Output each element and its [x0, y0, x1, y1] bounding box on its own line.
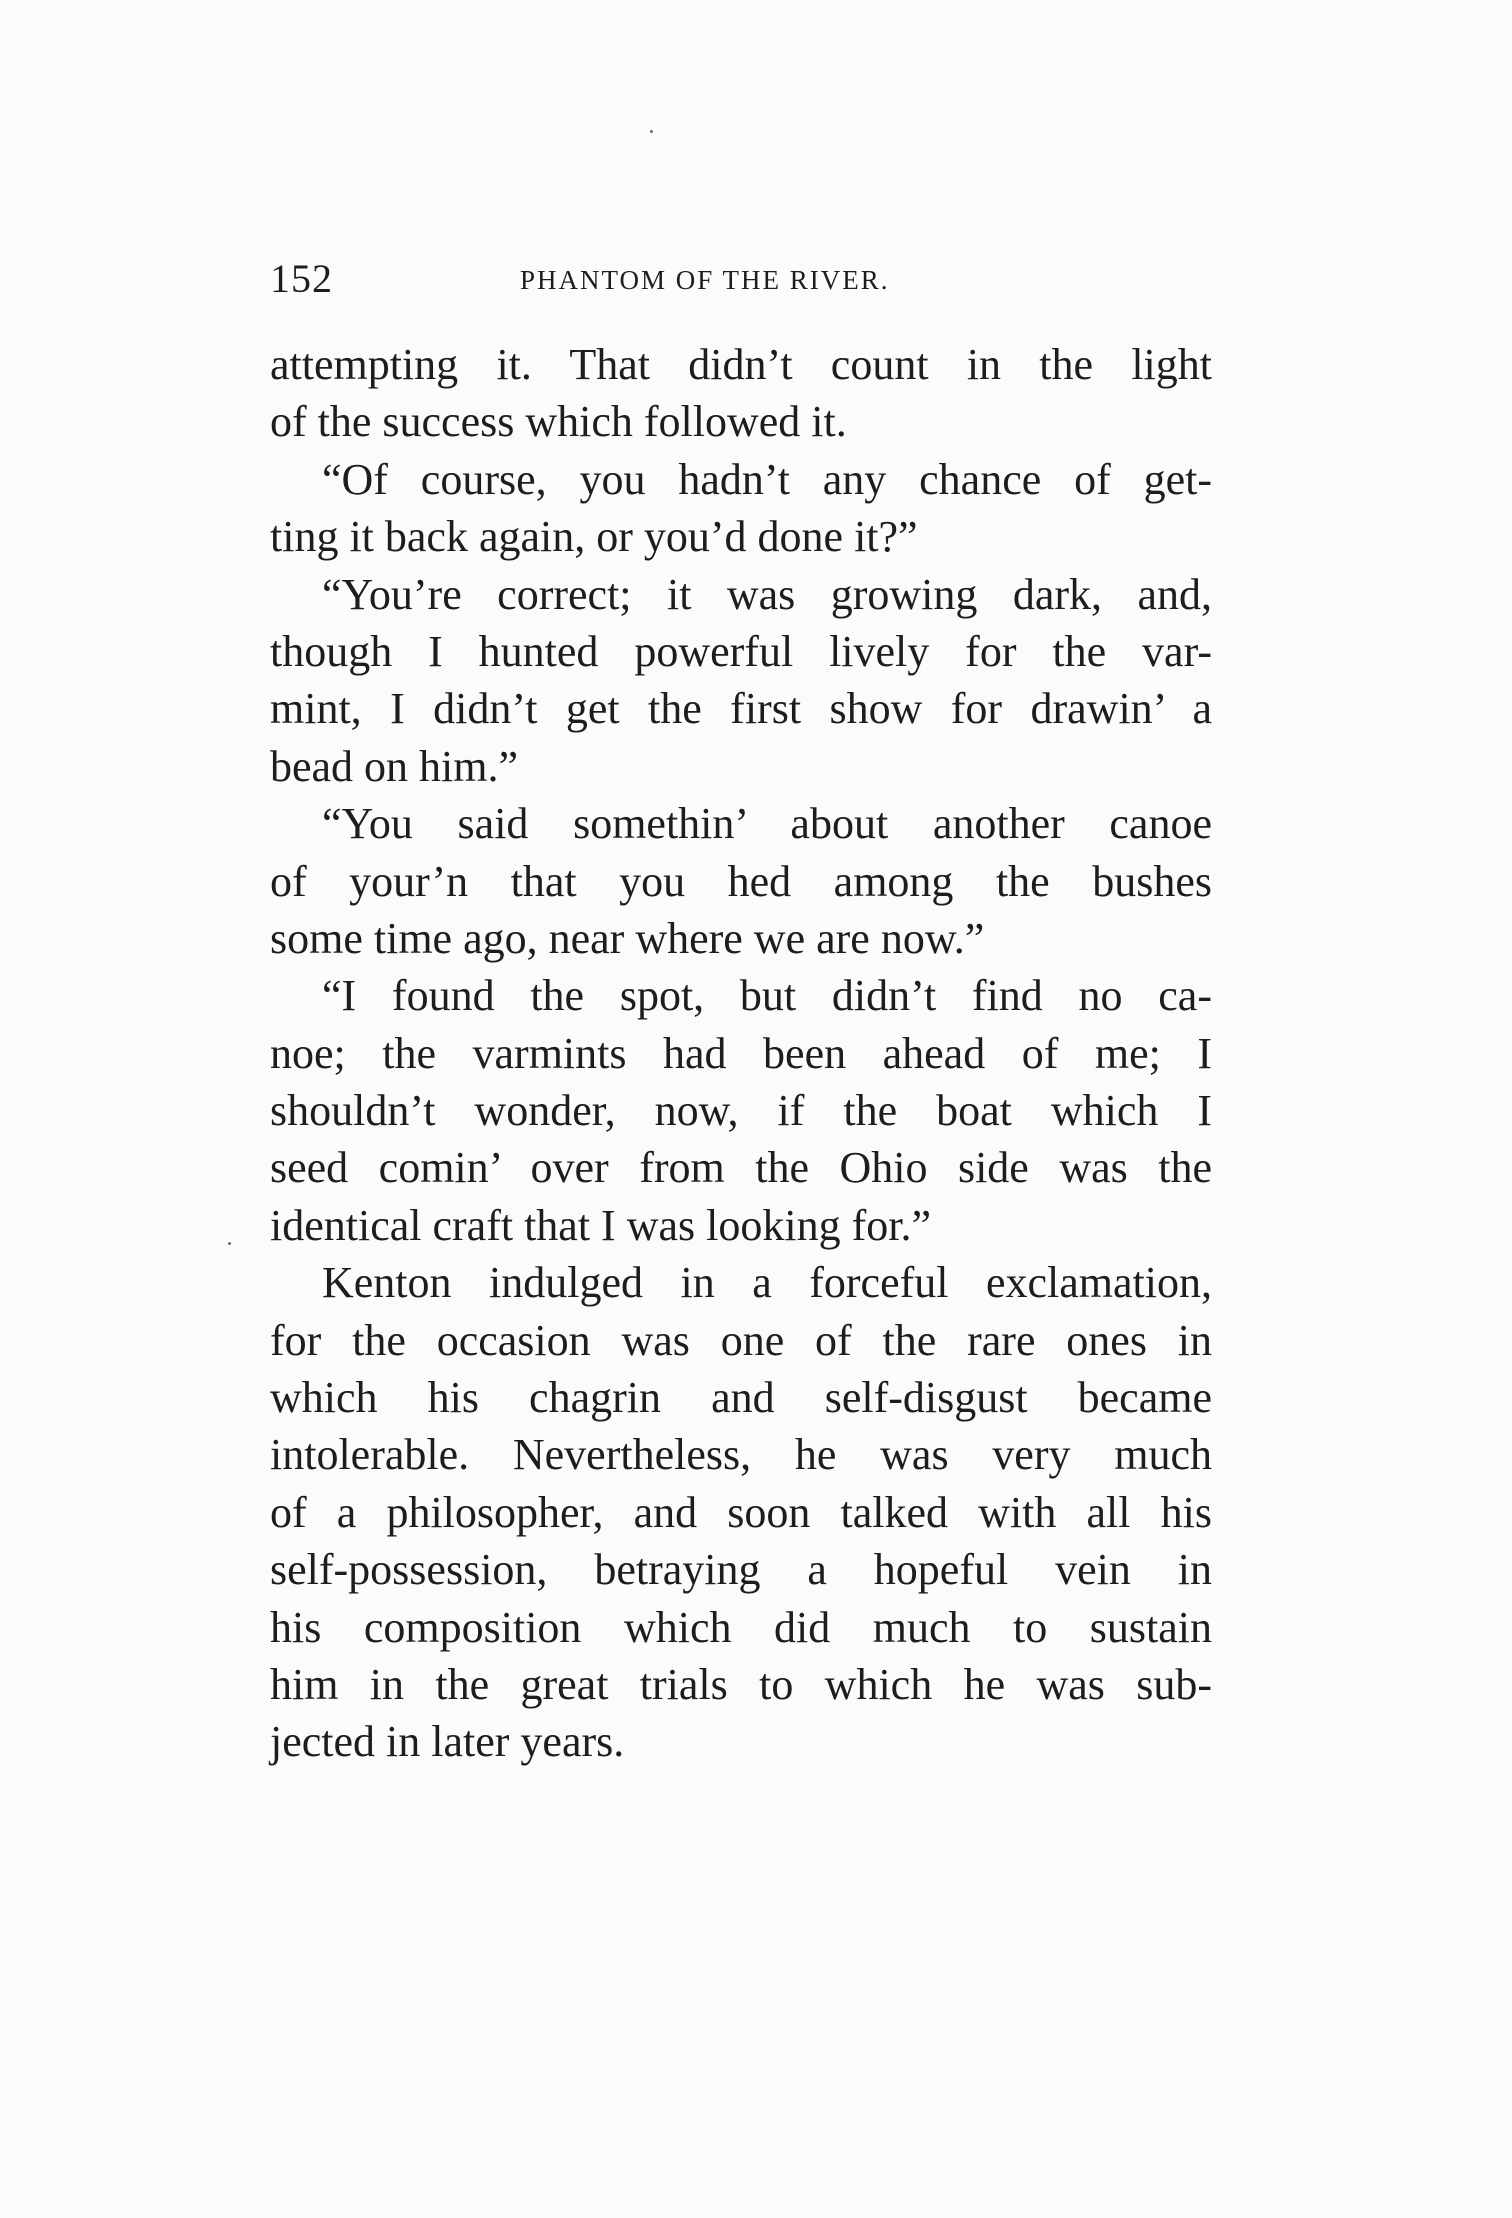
text-line: intolerable. Nevertheless, he was very much [270, 1430, 1212, 1480]
text-line: ting it back again, or you’d done it?” [270, 512, 918, 562]
text-line: though I hunted powerful lively for the var- [270, 626, 1212, 676]
text-line: his composition which did much to sustain [270, 1602, 1212, 1652]
text-line: self-possession, betraying a hopeful vein in [270, 1545, 1212, 1595]
text-line: bead on him.” [270, 741, 519, 791]
text-line: attempting it. That didn’t count in the light [270, 340, 1212, 389]
text-line: mint, I didn’t get the first show for drawin’ a [270, 684, 1212, 734]
text-line: “I found the spot, but didn’t find no ca- [322, 971, 1212, 1021]
text-line: jected in later years. [270, 1717, 625, 1767]
ink-speck [228, 1242, 231, 1245]
page-number: 152 [270, 256, 333, 301]
body-text [270, 336, 1212, 1771]
text-line: noe; the varmints had been ahead of me; I [270, 1028, 1212, 1078]
text-line: some time ago, near where we are now.” [270, 913, 985, 963]
text-line: seed comin’ over from the Ohio side was the [270, 1143, 1212, 1193]
text-line: of your’n that you hed among the bushes [270, 856, 1212, 906]
text-line: shouldn’t wonder, now, if the boat which I [270, 1086, 1212, 1136]
text-line: Kenton indulged in a forceful exclamation, [322, 1258, 1212, 1308]
text-line: “Of course, you hadn’t any chance of get- [322, 454, 1212, 504]
text-line: of a philosopher, and soon talked with all his [270, 1487, 1212, 1537]
text-line: identical craft that I was looking for.” [270, 1200, 931, 1250]
text-line: him in the great trials to which he was sub- [270, 1659, 1212, 1709]
text-line: which his chagrin and self-disgust became [270, 1373, 1212, 1423]
text-line: “You said somethin’ about another canoe [322, 799, 1212, 849]
running-head [270, 254, 1212, 304]
text-line: “You’re correct; it was growing dark, and, [322, 569, 1212, 619]
text-line: of the success which followed it. [270, 397, 847, 447]
text-line: for the occasion was one of the rare ones in [270, 1315, 1212, 1365]
running-title: PHANTOM OF THE RIVER. [520, 265, 890, 295]
ink-speck [650, 130, 653, 133]
